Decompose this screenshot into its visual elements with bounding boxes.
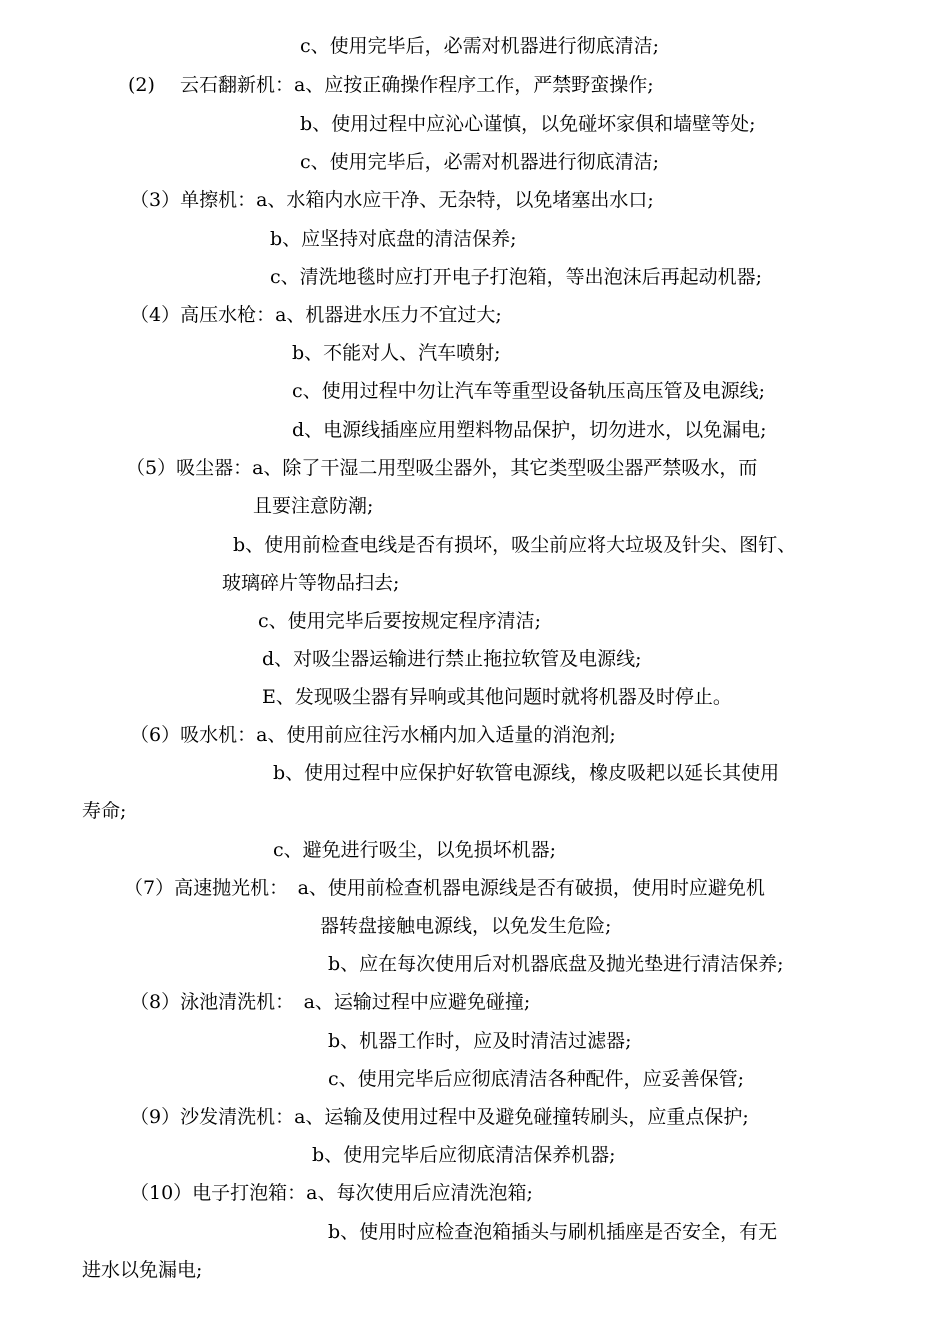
text-line: 进水以免漏电; <box>82 1259 203 1281</box>
text-line: （7）高速抛光机： a、使用前检查机器电源线是否有破损，使用时应避免机 <box>124 877 765 899</box>
text-line: 寿命; <box>82 800 127 822</box>
text-line: b、使用完毕后应彻底清洁保养机器; <box>312 1144 616 1166</box>
text-line: c、使用完毕后，必需对机器进行彻底清洁; <box>300 151 660 173</box>
text-line: （9）沙发清洗机：a、运输及使用过程中及避免碰撞转刷头，应重点保护; <box>130 1106 749 1128</box>
text-line: （4）高压水枪：a、机器进水压力不宜过大; <box>130 304 502 326</box>
text-line: b、使用前检查电线是否有损坏，吸尘前应将大垃圾及针尖、图钉、 <box>233 534 797 556</box>
text-line: c、避免进行吸尘，以免损坏机器; <box>273 839 557 861</box>
text-line: (2) 云石翻新机：a、应按正确操作程序工作，严禁野蛮操作; <box>128 74 654 96</box>
text-line: （6）吸水机：a、使用前应往污水桶内加入适量的消泡剂; <box>130 724 616 746</box>
text-line: （5）吸尘器：a、除了干湿二用型吸尘器外，其它类型吸尘器严禁吸水，而 <box>126 457 758 479</box>
text-line: b、应坚持对底盘的清洁保养; <box>270 228 517 250</box>
text-line: c、使用完毕后要按规定程序清洁; <box>258 610 542 632</box>
text-line: b、应在每次使用后对机器底盘及抛光垫进行清洁保养; <box>328 953 784 975</box>
text-line: b、不能对人、汽车喷射; <box>292 342 501 364</box>
text-line: c、使用完毕后应彻底清洁各种配件，应妥善保管; <box>328 1068 745 1090</box>
text-line: b、使用过程中应沁心谨慎，以免碰坏家俱和墙壁等处; <box>300 113 756 135</box>
text-line: E、发现吸尘器有异响或其他问题时就将机器及时停止。 <box>262 686 732 708</box>
text-line: 且要注意防潮; <box>253 495 374 517</box>
text-line: （10）电子打泡箱：a、每次使用后应清洗泡箱; <box>130 1182 533 1204</box>
text-line: b、机器工作时，应及时清洁过滤器; <box>328 1030 632 1052</box>
text-line: d、电源线插座应用塑料物品保护，切勿进水，以免漏电; <box>292 419 767 441</box>
text-line: c、使用过程中勿让汽车等重型设备轨压高压管及电源线; <box>292 380 766 402</box>
text-line: d、对吸尘器运输进行禁止拖拉软管及电源线; <box>262 648 642 670</box>
text-line: 玻璃碎片等物品扫去; <box>222 572 400 594</box>
text-line: （8）泳池清洗机： a、运输过程中应避免碰撞; <box>130 991 531 1013</box>
text-line: 器转盘接触电源线，以免发生危险; <box>320 915 612 937</box>
text-line: c、使用完毕后，必需对机器进行彻底清洁; <box>300 35 660 57</box>
text-line: b、使用时应检查泡箱插头与刷机插座是否安全，有无 <box>328 1221 778 1243</box>
text-line: b、使用过程中应保护好软管电源线，橡皮吸耙以延长其使用 <box>273 762 780 784</box>
text-line: （3）单擦机：a、水箱内水应干净、无杂特，以免堵塞出水口; <box>130 189 654 211</box>
text-line: c、清洗地毯时应打开电子打泡箱，等出泡沫后再起动机器; <box>270 266 763 288</box>
